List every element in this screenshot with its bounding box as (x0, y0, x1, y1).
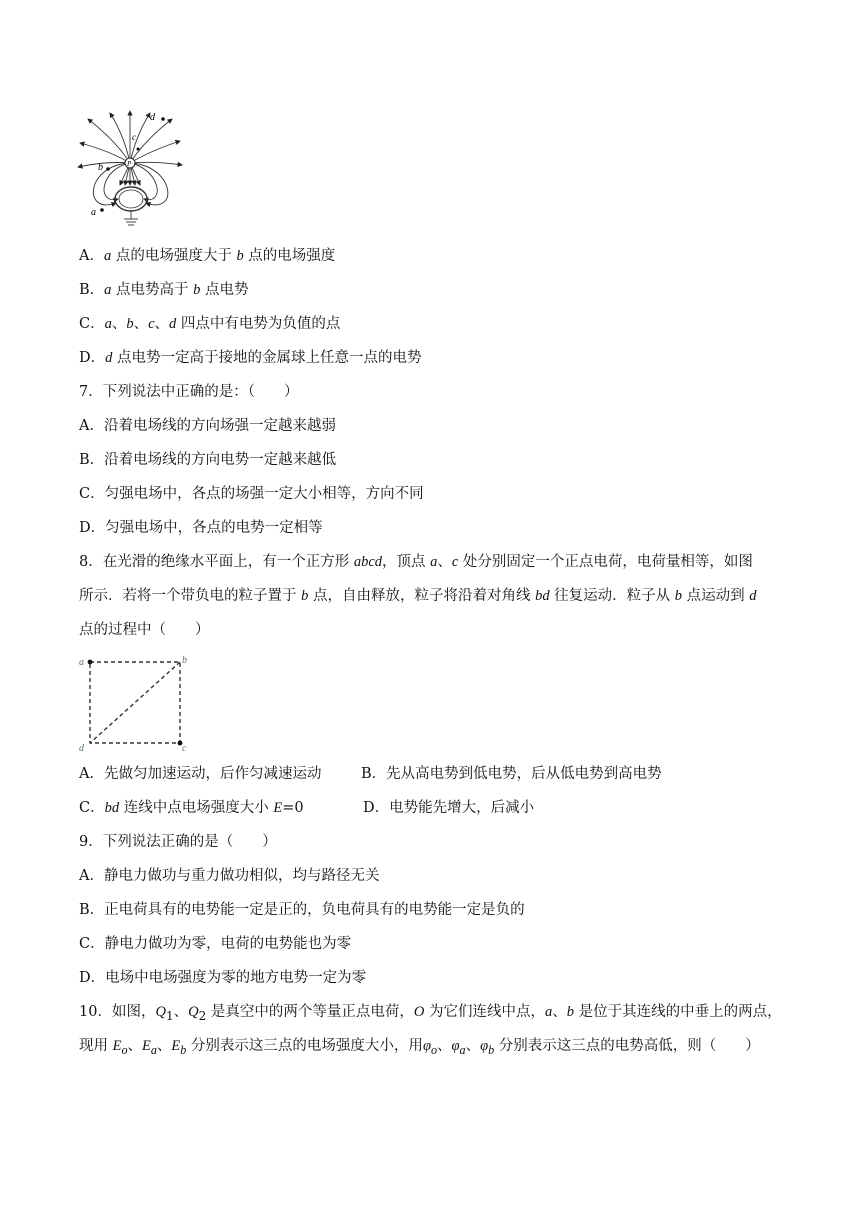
q7-option-a: A．沿着电场线的方向场强一定越来越弱 (79, 418, 336, 434)
q8-stem-line3: 点的过程中（ ） (79, 622, 210, 638)
q10-stem-line2: 现用 $E_o$、$E_a$、$E_b$ 分别表示这三点的电场强度大小，用$\varphi_o$、$\varphi_a$、$\varphi_b$ 分别表示这三点的电势高低，则（ ） (79, 1038, 760, 1057)
q9-option-b: B．正电荷具有的电势能一定是正的，负电荷具有的电势能一定是负的 (79, 902, 525, 918)
q9-option-a: A．静电力做功与重力做功相似，均与路径无关 (79, 868, 380, 884)
q6-option-b: B．a 点电势高于 b 点电势 (79, 282, 249, 298)
q7-stem: 7．下列说法中正确的是：（ ） (79, 384, 299, 400)
label-p: P (127, 160, 132, 168)
q8-stem-line2: 所示．若将一个带负电的粒子置于 b 点，自由释放，粒子将沿着对角线 bd 往复运动．粒子从 b 点运动到 d (79, 588, 757, 604)
q9-option-c: C．静电力做功为零，电荷的电势能也为零 (79, 936, 352, 952)
square-abcd-figure (76, 652, 196, 754)
q9-stem: 9．下列说法正确的是（ ） (79, 834, 277, 850)
q9-option-d: D．电场中电场强度为零的地方电势一定为零 (79, 970, 367, 986)
square-label-c: c (182, 743, 187, 754)
q7-option-d: D．匀强电场中，各点的电势一定相等 (79, 520, 323, 536)
square-label-a: a (79, 657, 84, 668)
q6-option-a: A．a 点的电场强度大于 b 点的电场强度 (79, 248, 336, 264)
q8-option-b: B．先从高电势到低电势，后从低电势到高电势 (361, 766, 662, 782)
q8-option-c: C．bd 连线中点电场强度大小 E=0 (79, 800, 304, 816)
q8-stem-line1: 8．在光滑的绝缘水平面上，有一个正方形 abcd，顶点 a、c 处分别固定一个正点电荷，电荷量相等，如图 (79, 554, 753, 570)
field-lines-figure (76, 105, 186, 230)
q8-option-d: D．电势能先增大，后减小 (363, 800, 535, 816)
q7-option-b: B．沿着电场线的方向电势一定越来越低 (79, 452, 337, 468)
q10-stem-line1: 10．如图，$Q_1$、$Q_2$ 是真空中的两个等量正点电荷，O 为它们连线中点，a、b 是位于其连线的中垂上的两点， (79, 1004, 782, 1023)
label-c: c (132, 132, 136, 142)
q8-option-a: A．先做匀加速运动，后作匀减速运动 (79, 766, 322, 782)
q6-option-d: D．d 点电势一定高于接地的金属球上任意一点的电势 (79, 350, 422, 366)
label-d: d (150, 112, 155, 123)
square-label-b: b (182, 655, 187, 666)
label-a: a (91, 207, 96, 218)
label-b: b (98, 162, 103, 173)
q6-option-c: C．a、b、c、d 四点中有电势为负值的点 (79, 316, 341, 332)
q7-option-c: C．匀强电场中，各点的场强一定大小相等，方向不同 (79, 486, 424, 502)
square-label-d: d (79, 743, 84, 754)
